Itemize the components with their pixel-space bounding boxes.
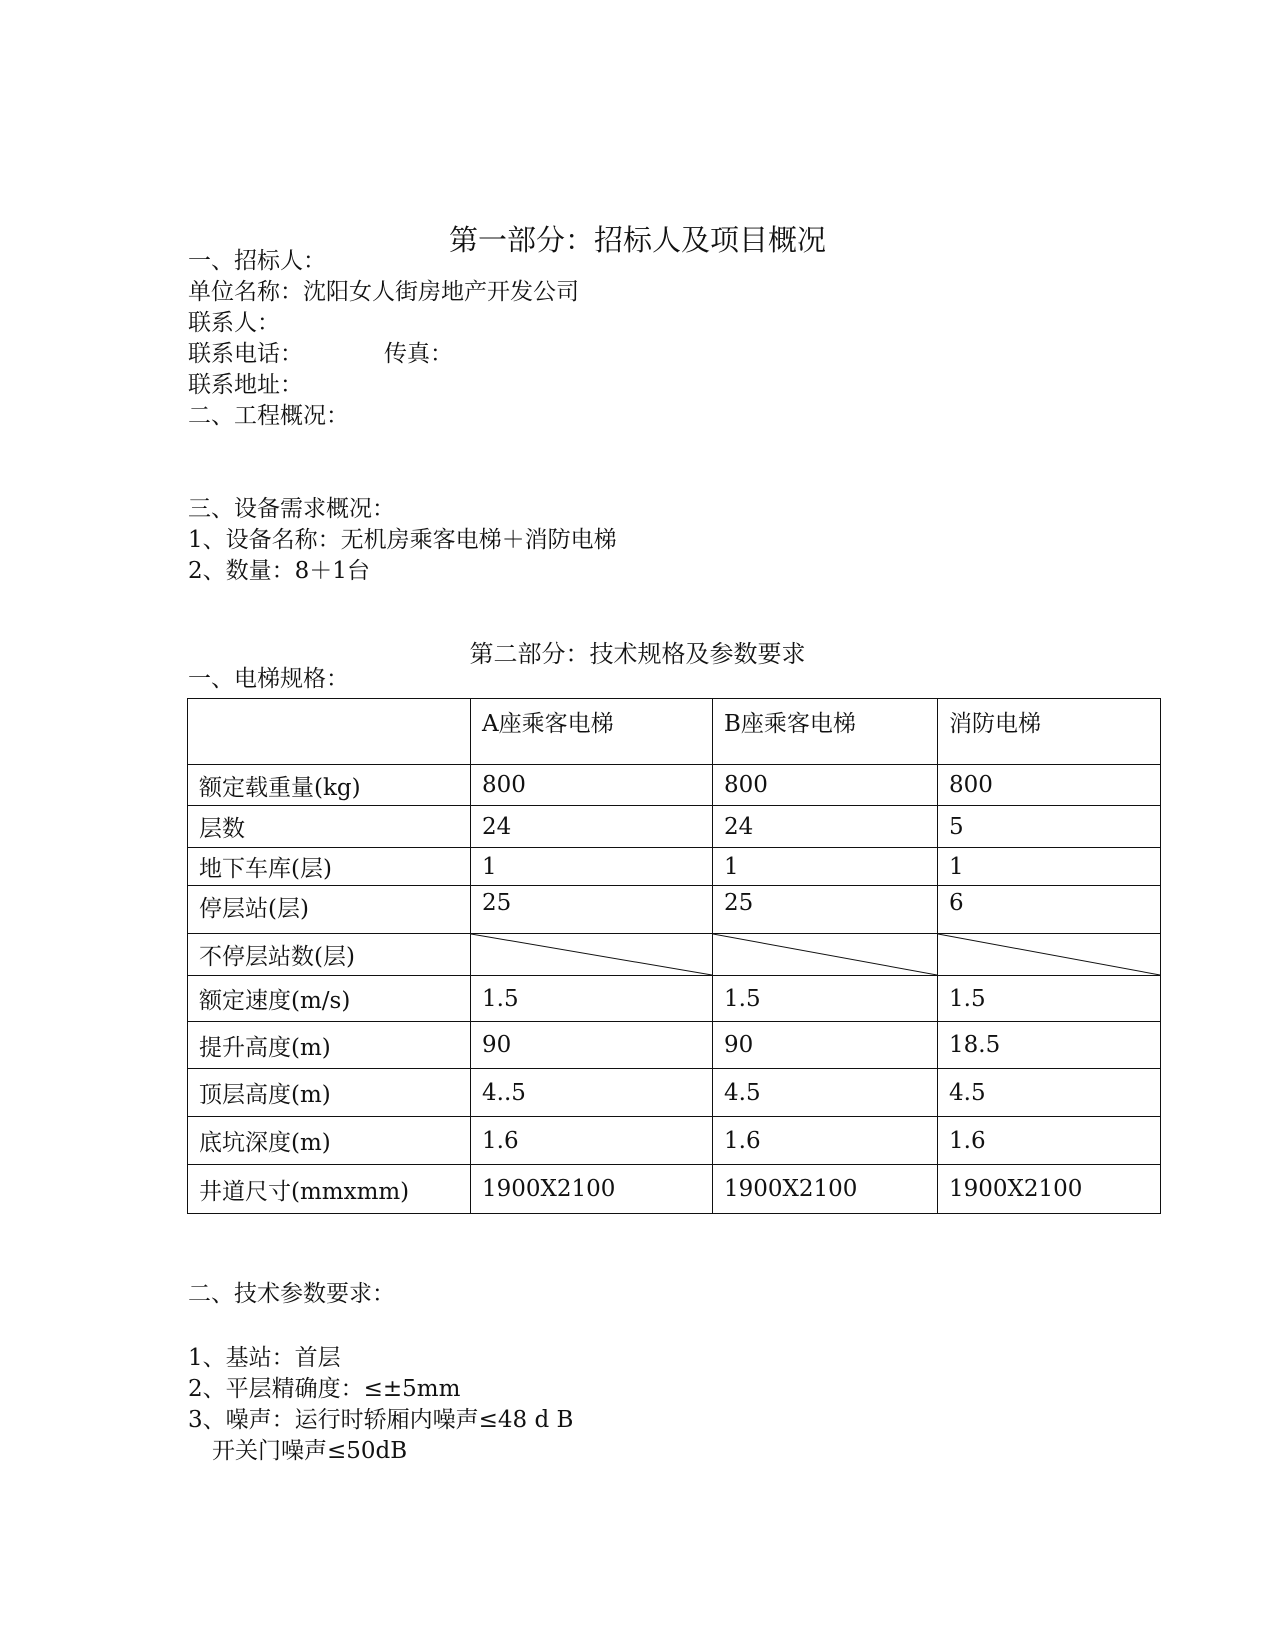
table-row — [188, 806, 1161, 848]
table-cell: 1.6 — [713, 1117, 938, 1165]
table-cell: 1900X2100 — [471, 1165, 713, 1214]
table-header-cell: A座乘客电梯 — [471, 699, 713, 765]
row-label: 井道尺寸(mmxmm) — [188, 1165, 471, 1214]
tenderer-heading: 一、招标人： — [188, 248, 326, 274]
table-header-cell: 消防电梯 — [938, 699, 1161, 765]
table-cell: 800 — [713, 765, 938, 806]
row-label: 提升高度(m) — [188, 1022, 471, 1069]
table-row — [188, 1117, 1161, 1165]
table-row — [188, 886, 1161, 934]
project-heading: 二、工程概况： — [188, 403, 349, 429]
table-row — [188, 1069, 1161, 1117]
table-cell: 1.5 — [713, 976, 938, 1022]
table-cell: 90 — [713, 1022, 938, 1069]
table-cell: 1.5 — [938, 976, 1161, 1022]
table-cell: 5 — [938, 806, 1161, 848]
table-header-cell — [188, 699, 471, 765]
row-label: 停层站(层) — [188, 886, 471, 934]
row-label: 层数 — [188, 806, 471, 848]
table-cell: 1900X2100 — [938, 1165, 1161, 1214]
row-label: 底坑深度(m) — [188, 1117, 471, 1165]
equipment-quantity: 2、数量：8＋1台 — [188, 558, 370, 584]
row-label: 额定载重量(kg) — [188, 765, 471, 806]
table-cell: 24 — [471, 806, 713, 848]
table-row — [188, 1165, 1161, 1214]
table-cell: 1900X2100 — [713, 1165, 938, 1214]
tech-heading: 二、技术参数要求： — [188, 1281, 395, 1307]
tech-item: 开关门噪声≤50dB — [212, 1438, 408, 1464]
unit-name-line — [188, 277, 579, 307]
row-label: 顶层高度(m) — [188, 1069, 471, 1117]
table-cell: 90 — [471, 1022, 713, 1069]
table-cell: 25 — [713, 886, 938, 934]
table-cell: 1.6 — [471, 1117, 713, 1165]
table-cell: 6 — [938, 886, 1161, 934]
elevator-spec-table — [187, 698, 1161, 1214]
phone-label: 联系电话： — [188, 341, 303, 367]
table-header-cell: B座乘客电梯 — [713, 699, 938, 765]
table-row — [188, 976, 1161, 1022]
table-cell: 1 — [471, 848, 713, 886]
spec-heading: 一、电梯规格： — [188, 666, 349, 692]
table-row — [188, 765, 1161, 806]
unit-name-label: 单位名称： — [188, 279, 303, 305]
row-label: 地下车库(层) — [188, 848, 471, 886]
table-cell: 800 — [938, 765, 1161, 806]
table-cell: 800 — [471, 765, 713, 806]
fax-label: 传真： — [384, 341, 453, 367]
row-label: 不停层站数(层) — [188, 934, 471, 976]
diagonal-empty-cell — [471, 934, 713, 976]
diagonal-line-icon — [938, 934, 1160, 975]
phone-fax-line — [188, 339, 453, 369]
diagonal-empty-cell — [713, 934, 938, 976]
table-cell: 24 — [713, 806, 938, 848]
equipment-heading: 三、设备需求概况： — [188, 496, 395, 522]
diagonal-line-icon — [471, 934, 712, 975]
diagonal-line-icon — [713, 934, 937, 975]
row-label: 额定速度(m/s) — [188, 976, 471, 1022]
equipment-name: 1、设备名称：无机房乘客电梯＋消防电梯 — [188, 527, 617, 553]
diagonal-empty-cell — [938, 934, 1161, 976]
part2-title: 第二部分：技术规格及参数要求 — [469, 640, 806, 668]
table-cell: 1.6 — [938, 1117, 1161, 1165]
table-row — [188, 1022, 1161, 1069]
table-cell: 4..5 — [471, 1069, 713, 1117]
table-row — [188, 934, 1161, 976]
part1-title: 第一部分：招标人及项目概况 — [448, 223, 826, 257]
tech-item: 3、噪声：运行时轿厢内噪声≤48 d B — [188, 1407, 574, 1433]
table-header-row — [188, 699, 1161, 765]
table-cell: 1 — [713, 848, 938, 886]
table-cell: 4.5 — [938, 1069, 1161, 1117]
table-cell: 1.5 — [471, 976, 713, 1022]
table-row — [188, 848, 1161, 886]
tech-item: 2、平层精确度：≤±5mm — [188, 1376, 461, 1402]
tech-item: 1、基站：首层 — [188, 1345, 341, 1371]
table-cell: 4.5 — [713, 1069, 938, 1117]
address-label: 联系地址： — [188, 372, 303, 398]
table-cell: 25 — [471, 886, 713, 934]
table-cell: 1 — [938, 848, 1161, 886]
table-cell: 18.5 — [938, 1022, 1161, 1069]
unit-name-value: 沈阳女人街房地产开发公司 — [303, 279, 579, 305]
contact-label: 联系人： — [188, 310, 280, 336]
